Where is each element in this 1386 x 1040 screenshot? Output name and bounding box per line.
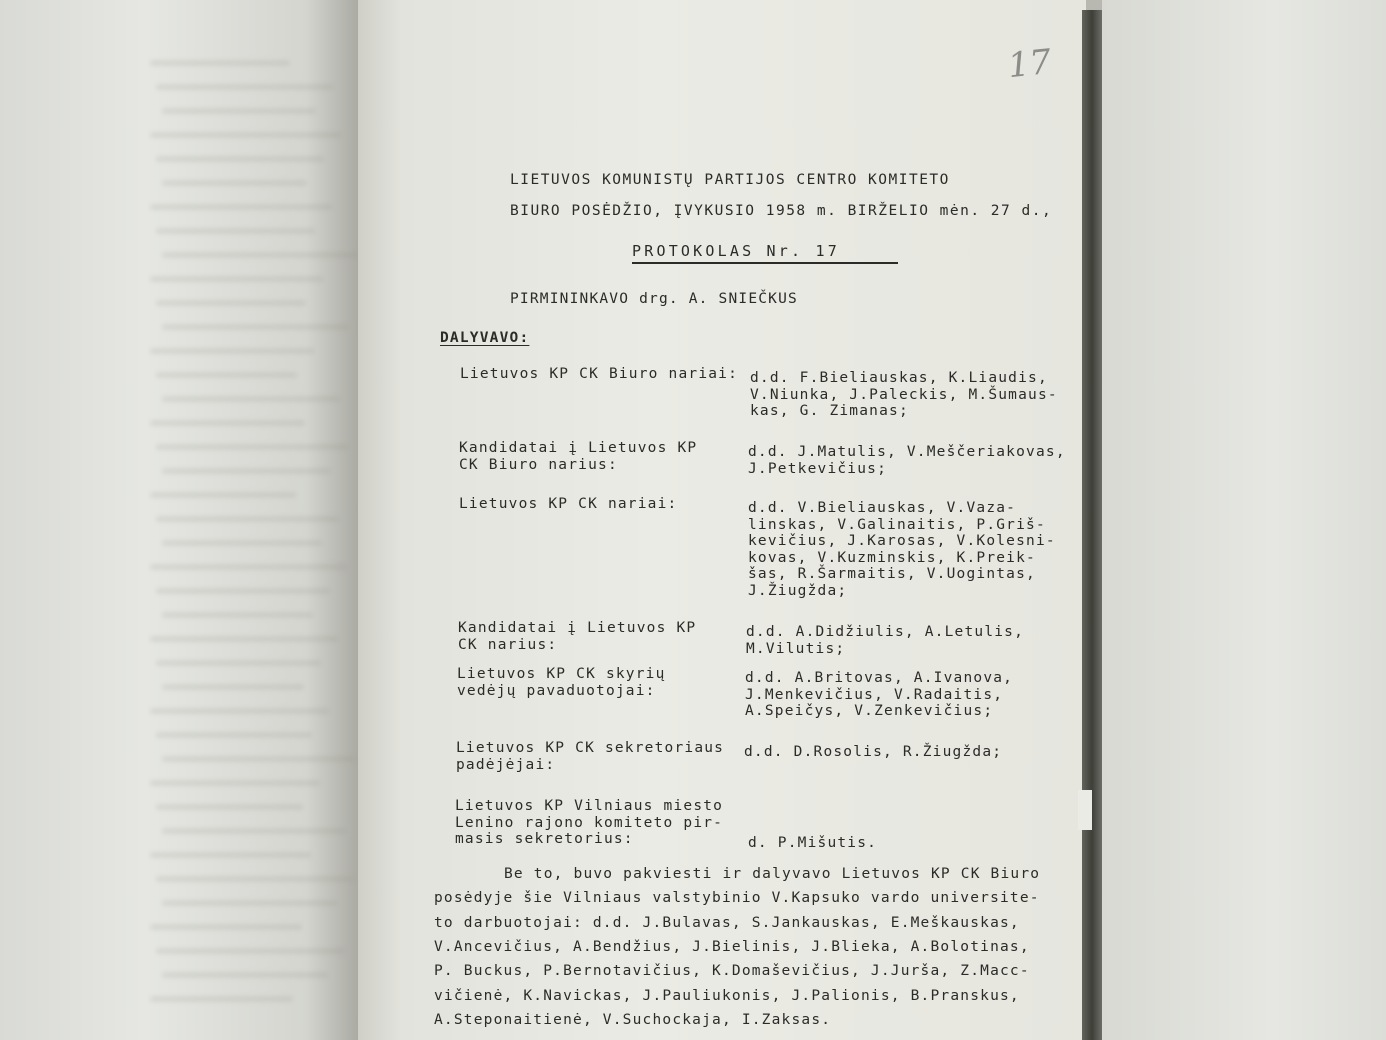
group-label-line: padėjėjai: <box>456 756 556 773</box>
ghost-text-line <box>162 396 340 402</box>
group-label-line: Lietuvos KP CK nariai: <box>459 496 678 512</box>
ghost-text-line <box>162 324 349 330</box>
ghost-text-line <box>162 468 331 474</box>
ghost-text-line <box>150 204 332 210</box>
group-names-line: A.Speičys, V.Zenkevičius; <box>745 703 994 719</box>
ghost-text-line <box>150 996 293 1002</box>
ghost-text-line <box>150 780 320 786</box>
group-names-line: d.d. D.Rosolis, R.Žiugžda; <box>744 744 1003 760</box>
group-label-line: CK narius: <box>458 636 558 653</box>
ghost-text-line <box>162 684 304 690</box>
ghost-text-line <box>150 348 314 354</box>
group-label-line: Kandidatai į Lietuvos KP <box>459 440 698 456</box>
ghost-text-line <box>156 804 303 810</box>
participants-heading: DALYVAVO: <box>440 330 530 346</box>
ghost-text-line <box>150 564 347 570</box>
group-names-line: V.Niunka, J.Paleckis, M.Šumaus- <box>750 386 1058 403</box>
ghost-text-line <box>150 708 329 714</box>
ghost-text-line <box>162 252 358 258</box>
paragraph-line: V.Ancevičius, A.Bendžius, J.Bielinis, J.Blieka, A.Bolotinas, <box>434 938 1030 955</box>
ghost-text-line <box>156 948 345 954</box>
ghost-text-line <box>156 156 324 162</box>
ghost-text-line <box>162 180 307 186</box>
ghost-text-line <box>150 60 290 66</box>
group-names-line: linskas, V.Galinaitis, P.Griš- <box>748 516 1046 533</box>
group-label-line: Lietuvos KP Vilniaus miesto <box>455 798 724 814</box>
chairman-line: PIRMININKAVO drg. A. SNIEČKUS <box>510 291 798 307</box>
group-names-line: kevičius, J.Karosas, V.Kolesni- <box>748 533 1056 549</box>
group-label-line: Lenino rajono komiteto pir- <box>455 814 724 831</box>
group-names-line: kovas, V.Kuzminskis, K.Preik- <box>748 549 1036 566</box>
paragraph-line: P. Buckus, P.Bernotavičius, K.Domaševičius, J.Jurša, Z.Macc- <box>434 963 1030 980</box>
group-names-line: d.d. A.Britovas, A.Ivanova, <box>745 670 1014 686</box>
ghost-text-line <box>150 852 311 858</box>
ghost-text-line <box>150 636 338 642</box>
group-label-line: vedėjų pavaduotojai: <box>457 682 656 699</box>
group-names-line: J.Menkevičius, V.Radaitis, <box>745 686 1004 703</box>
group-label-line: CK Biuro narius: <box>459 456 618 473</box>
ghost-text-line <box>162 900 337 906</box>
ghost-text-line <box>156 84 333 90</box>
ghost-text-line <box>156 228 315 234</box>
group-label-line: Lietuvos KP CK sekretoriaus <box>456 740 725 756</box>
binding-notch <box>1078 790 1092 830</box>
ghost-text-line <box>150 924 302 930</box>
ghost-text-line <box>156 372 297 378</box>
group-names-line: kas, G. Zimanas; <box>750 403 909 419</box>
group-label-line: Lietuvos KP CK Biuro nariai: <box>460 366 739 382</box>
group-names-line: d.d. J.Matulis, V.Meščeriakovas, <box>748 444 1066 460</box>
ghost-text-line <box>150 276 323 282</box>
group-names-line: J.Petkevičius; <box>748 460 888 477</box>
paragraph-line: to darbuotojai: d.d. J.Bulavas, S.Jankauskas, E.Meškauskas, <box>434 914 1020 931</box>
ghost-text-line <box>162 540 322 546</box>
group-names-line: d. P.Mišutis. <box>748 835 878 851</box>
ghost-text-line <box>162 612 313 618</box>
ghost-text-line <box>156 732 312 738</box>
ghost-text-line <box>156 516 339 522</box>
ghost-text-line <box>150 132 341 138</box>
group-label-line: Kandidatai į Lietuvos KP <box>458 620 697 636</box>
title-underline <box>632 262 898 264</box>
group-label-line: Lietuvos KP CK skyrių <box>457 666 666 682</box>
paragraph-line: posėdyje šie Vilniaus valstybinio V.Kapsuko vardo universite- <box>434 890 1040 907</box>
group-names-line: d.d. V.Bieliauskas, V.Vaza- <box>748 500 1017 516</box>
paragraph-line: vičienė, K.Navickas, J.Pauliukonis, J.Palionis, B.Pranskus, <box>434 987 1020 1004</box>
ghost-text-line <box>150 492 296 498</box>
ghost-text-line <box>162 108 316 114</box>
group-names-line: d.d. A.Didžiulis, A.Letulis, <box>746 624 1025 640</box>
paragraph-line: A.Steponaitienė, V.Suchockaja, I.Zaksas. <box>434 1011 832 1028</box>
ghost-text-line <box>156 588 330 594</box>
ghost-text-line <box>162 972 328 978</box>
ghost-text-line <box>156 876 354 882</box>
facing-page <box>0 0 360 1040</box>
group-label-line: masis sekretorius: <box>455 831 634 847</box>
background-surface <box>1102 0 1386 1040</box>
ghost-text-line <box>162 828 346 834</box>
ghost-text-line <box>150 420 305 426</box>
group-names-line: J.Žiugžda; <box>748 582 848 599</box>
header-line-1: LIETUVOS KOMUNISTŲ PARTIJOS CENTRO KOMITETO <box>510 172 950 188</box>
handwritten-page-number: 17 <box>1006 41 1054 87</box>
ghost-text-line <box>162 756 355 762</box>
group-names-line: M.Vilutis; <box>746 640 846 657</box>
protocol-title: PROTOKOLAS Nr. 17 <box>632 242 840 260</box>
header-line-2: BIURO POSĖDŽIO, ĮVYKUSIO 1958 m. BIRŽELIO mėn. 27 d., <box>510 203 1053 219</box>
binding-edge <box>1082 10 1102 1040</box>
group-names-line: d.d. F.Bieliauskas, K.Liaudis, <box>750 370 1048 386</box>
paragraph-line: Be to, buvo pakviesti ir dalyvavo Lietuvos KP CK Biuro <box>504 866 1041 882</box>
ghost-text-line <box>156 444 348 450</box>
ghost-text-line <box>156 300 306 306</box>
ghost-text-line <box>156 660 321 666</box>
group-names-line: šas, R.Šarmaitis, V.Uogintas, <box>748 566 1036 582</box>
